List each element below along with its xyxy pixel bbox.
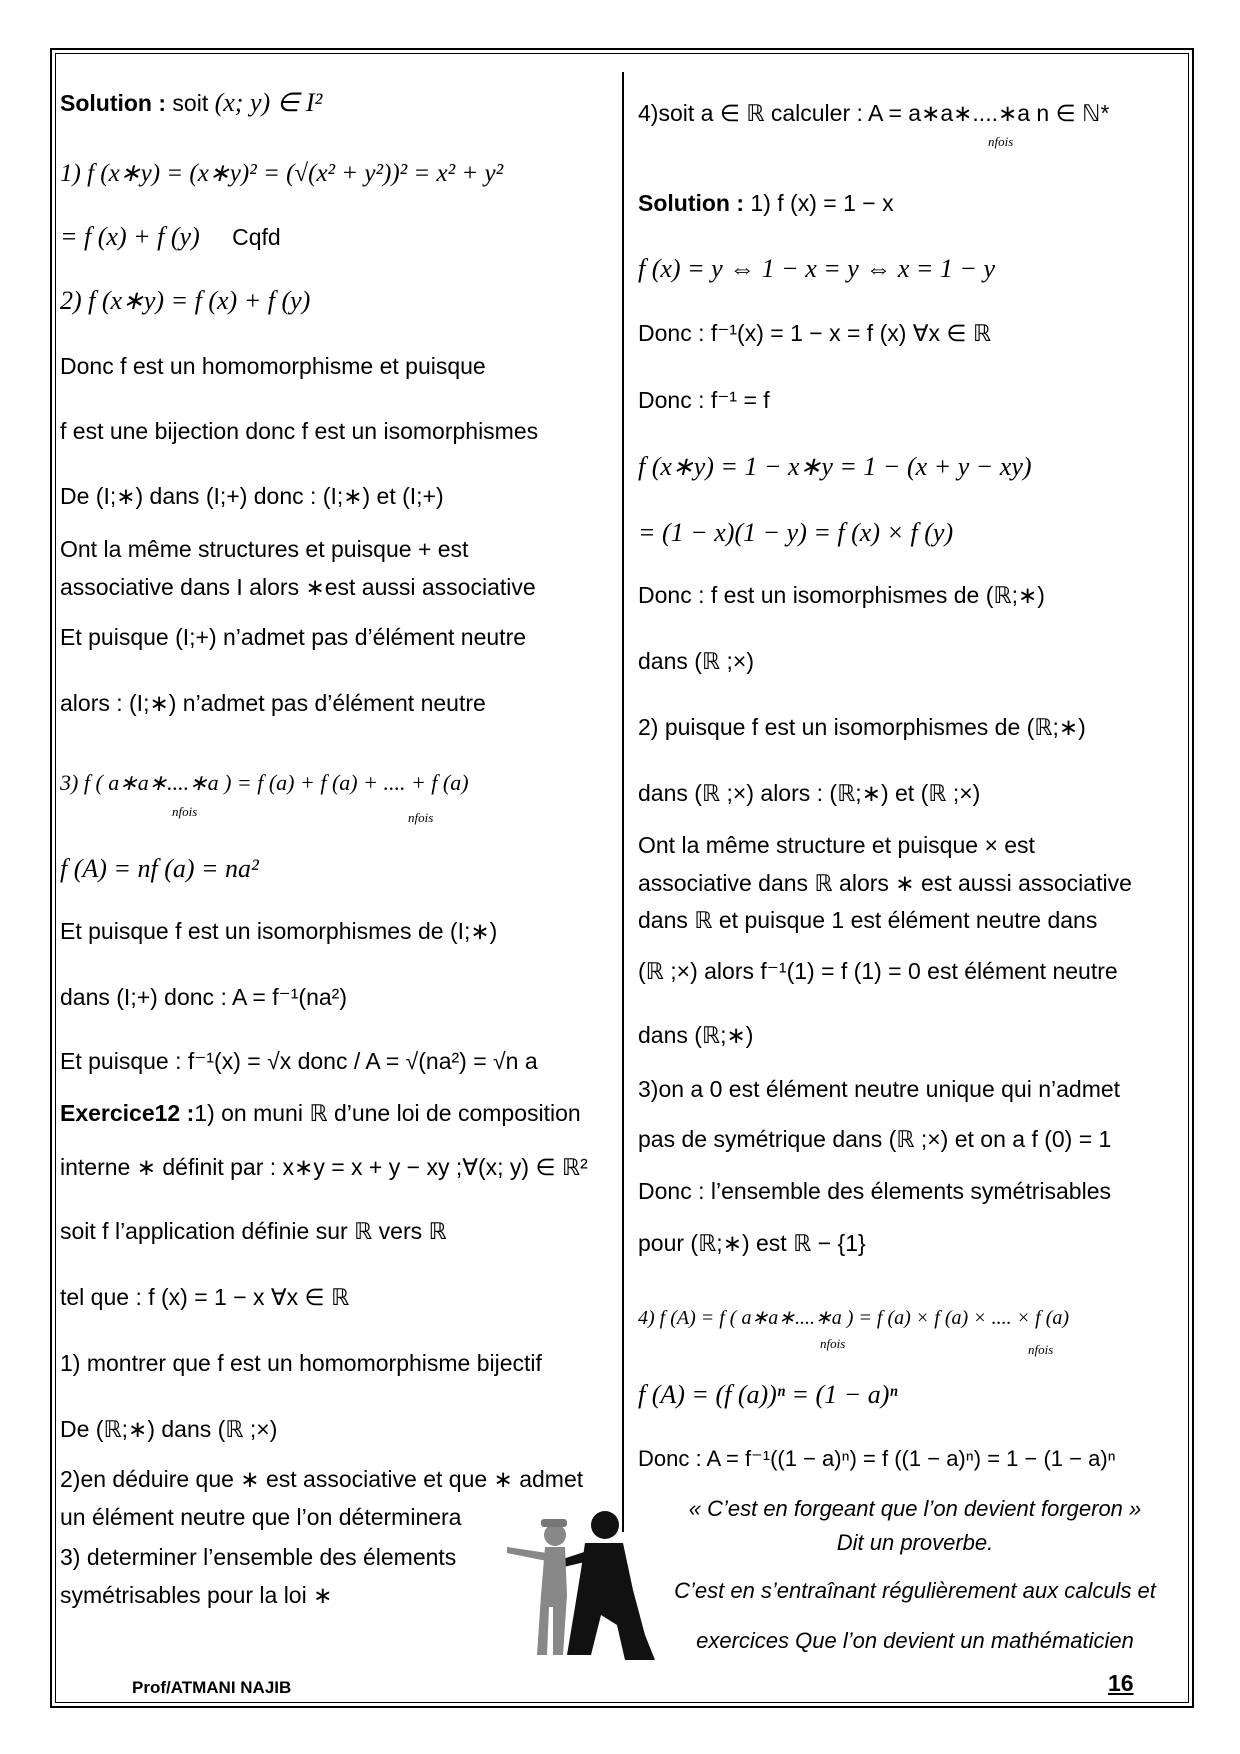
text-line: pas de symétrique dans (ℝ ;×) et on a f (0) = 1 xyxy=(638,1126,1112,1152)
quote-line: exercices Que l’on devient un mathématicien xyxy=(696,1628,1134,1653)
right-column xyxy=(638,0,1198,1754)
text-line: Donc : A = f⁻¹((1 − a)ⁿ) = f ((1 − a)ⁿ) = 1 − (1 − a)ⁿ xyxy=(638,1446,1116,1471)
page-number: 16 xyxy=(1108,1670,1134,1696)
text-line: dans (ℝ ;×) xyxy=(638,648,755,674)
text-line: dans ℝ et puisque 1 est élément neutre dans xyxy=(638,907,1098,933)
text-line: tel que : f (x) = 1 − x ∀x ∈ ℝ xyxy=(60,1284,350,1310)
text-line: associative dans I alors ∗est aussi associative xyxy=(60,574,536,600)
text-line: 4)soit a ∈ ℝ calculer : A = a∗a∗....∗a n ∈ ℕ* xyxy=(638,100,1110,126)
solution-label: Solution : xyxy=(60,90,167,116)
exercise-text: 1) on muni ℝ d’une loi de composition xyxy=(194,1100,581,1126)
text-line: Et puisque (I;+) n’admet pas d’élément neutre xyxy=(60,624,527,650)
text-line: (ℝ ;×) alors f⁻¹(1) = f (1) = 0 est élément neutre xyxy=(638,958,1118,984)
text-line: Donc f est un homomorphisme et puisque xyxy=(60,353,486,379)
text-line: symétrisables pour la loi ∗ xyxy=(60,1582,333,1608)
solution-line xyxy=(638,190,894,217)
text-line: Donc : l’ensemble des élements symétrisables xyxy=(638,1178,1111,1204)
solution-line xyxy=(60,88,322,118)
equation-line: 2) f (x∗y) = f (x) + f (y) xyxy=(60,286,311,315)
quote-line: Dit un proverbe. xyxy=(836,1530,994,1555)
text-line: un élément neutre que l’on déterminera xyxy=(60,1504,462,1530)
text-line: De (I;∗) dans (I;+) donc : (I;∗) et (I;+) xyxy=(60,483,444,509)
solution-label: Solution : xyxy=(638,190,745,216)
equation-line: 3) f ( a∗a∗....∗a ) = f (a) + f (a) + .... + f (a) xyxy=(60,770,469,795)
text-line: pour (ℝ;∗) est ℝ − {1} xyxy=(638,1230,866,1256)
text-line: Et puisque : f⁻¹(x) = √x donc / A = √(na²) = √n a xyxy=(60,1048,538,1074)
text-line: dans (I;+) donc : A = f⁻¹(na²) xyxy=(60,984,347,1010)
text-line: De (ℝ;∗) dans (ℝ ;×) xyxy=(60,1416,278,1442)
text-line: Ont la même structure et puisque × est xyxy=(638,832,1035,858)
text-line: f est une bijection donc f est un isomorphismes xyxy=(60,418,539,444)
equation-math: = f (x) + f (y) xyxy=(60,222,200,251)
equation-line: f (A) = nf (a) = na² xyxy=(60,854,259,883)
equation-line: 1) f (x∗y) = (x∗y)² = (√(x² + y²))² = x² + y² xyxy=(60,160,504,187)
equation-line xyxy=(60,222,281,252)
exercise-line xyxy=(60,1100,581,1127)
text-line: Donc : f⁻¹(x) = 1 − x = f (x) ∀x ∈ ℝ xyxy=(638,320,992,346)
text-line: soit f l’application définie sur ℝ vers ℝ xyxy=(60,1218,447,1244)
equation-line: f (x∗y) = 1 − x∗y = 1 − (x + y − xy) xyxy=(638,452,1032,481)
underbrace-label: nfois xyxy=(172,804,198,819)
text-line: 3)on a 0 est élément neutre unique qui n’admet xyxy=(638,1076,1121,1102)
text-line: alors : (I;∗) n’admet pas d’élément neutre xyxy=(60,690,486,716)
left-column xyxy=(60,0,620,1754)
text-line: 1) montrer que f est un homomorphisme bijectif xyxy=(60,1350,542,1376)
underbrace-label: nfois xyxy=(1028,1342,1054,1357)
underbrace-label: nfois xyxy=(408,810,434,825)
text-line: 3) determiner l’ensemble des élements xyxy=(60,1544,457,1570)
exercise-label: Exercice12 : xyxy=(60,1100,195,1126)
underbrace-label: nfois xyxy=(820,1336,846,1351)
quote-line: « C’est en forgeant que l’on devient forgeron » xyxy=(688,1496,1142,1521)
footer-author: Prof/ATMANI NAJIB xyxy=(132,1678,292,1697)
text-line: Et puisque f est un isomorphismes de (I;∗) xyxy=(60,918,498,944)
column-divider xyxy=(622,72,624,1532)
text-line: Ont la même structures et puisque + est xyxy=(60,536,469,562)
text-line: Donc : f est un isomorphismes de (ℝ;∗) xyxy=(638,582,1045,608)
text-line: associative dans ℝ alors ∗ est aussi associative xyxy=(638,870,1132,896)
equation-line: f (x) = y ⇔ 1 − x = y ⇔ x = 1 − y xyxy=(638,254,996,283)
solution-text: soit xyxy=(166,90,215,116)
equation-line: = (1 − x)(1 − y) = f (x) × f (y) xyxy=(638,518,954,547)
underbrace-label: nfois xyxy=(988,134,1014,149)
equation-line: f (A) = (f (a))ⁿ = (1 − a)ⁿ xyxy=(638,1380,898,1409)
solution-math: (x; y) ∈ I² xyxy=(214,88,323,117)
solution-text: 1) f (x) = 1 − x xyxy=(744,190,894,216)
cqfd-text: Cqfd xyxy=(232,224,281,250)
text-line: dans (ℝ ;×) alors : (ℝ;∗) et (ℝ ;×) xyxy=(638,780,981,806)
teacher-child-illustration xyxy=(505,1495,665,1665)
quote-line: C’est en s’entraînant régulièrement aux calculs et xyxy=(674,1578,1156,1603)
text-line: Donc : f⁻¹ = f xyxy=(638,387,770,413)
text-line: dans (ℝ;∗) xyxy=(638,1022,754,1048)
text-line: interne ∗ définit par : x∗y = x + y − xy ;∀(x; y) ∈ ℝ² xyxy=(60,1154,588,1180)
text-line: 2) puisque f est un isomorphismes de (ℝ;∗) xyxy=(638,714,1086,740)
equation-line: 4) f (A) = f ( a∗a∗....∗a ) = f (a) × f (a) × .... × f (a) xyxy=(638,1307,1070,1329)
text-line: 2)en déduire que ∗ est associative et que ∗ admet xyxy=(60,1466,584,1492)
